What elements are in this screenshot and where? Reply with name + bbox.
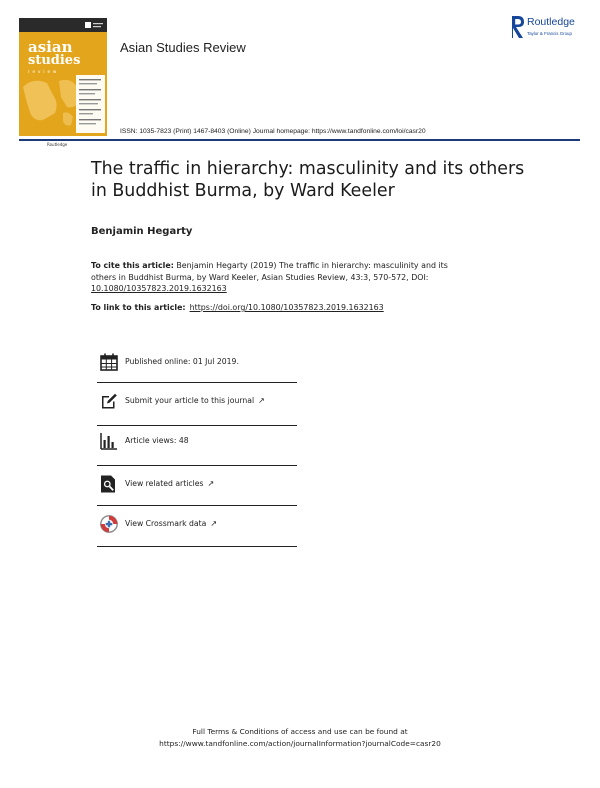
article-link-line xyxy=(91,303,384,312)
cover-top-strip xyxy=(19,18,107,32)
external-link-icon: ↗ xyxy=(207,479,215,488)
external-link-icon: ↗ xyxy=(258,396,265,405)
publisher-tagline: Taylor & Francis Group xyxy=(527,31,572,36)
cover-title-line-3: review xyxy=(28,69,60,74)
info-divider xyxy=(97,425,297,426)
article-title-line-2: in Buddhist Burma, by Ward Keeler xyxy=(91,181,395,201)
calendar-icon xyxy=(99,352,119,372)
citation-line-2: others in Buddhist Burma, by Ward Keeler, Asian Studies Review, 43:3, 570-572, DOI: xyxy=(91,272,429,282)
journal-homepage-link[interactable]: https://www.tandfonline.com/loi/casr20 xyxy=(311,128,426,135)
article-title xyxy=(91,158,531,202)
article-author: Benjamin Hegarty xyxy=(91,226,193,237)
cover-strip-emblem-icon xyxy=(19,19,107,33)
search-document-icon xyxy=(99,474,119,494)
info-divider xyxy=(97,465,297,466)
publisher-logo[interactable] xyxy=(510,14,590,44)
crossmark-icon xyxy=(99,514,119,534)
external-link-icon: ↗ xyxy=(210,519,218,528)
article-link-label: To link to this article: xyxy=(91,303,186,312)
bar-chart-icon xyxy=(99,431,119,451)
published-online-item xyxy=(97,352,297,372)
crossmark-item[interactable] xyxy=(97,514,297,534)
published-online-label: Published online: 01 Jul 2019. xyxy=(125,357,239,366)
citation-block xyxy=(91,260,471,295)
citation-doi-link[interactable]: 10.1080/10357823.2019.1632163 xyxy=(91,284,227,293)
footer-terms-link[interactable]: https://www.tandfonline.com/action/journalInformation?journalCode=casr20 xyxy=(159,739,441,748)
related-articles-item[interactable] xyxy=(97,474,297,494)
article-views-label: Article views: 48 xyxy=(125,436,189,445)
header-divider xyxy=(19,139,580,141)
cover-title-line-2: studies xyxy=(28,53,81,68)
submit-article-label: Submit your article to this journal xyxy=(125,396,255,405)
related-articles-label: View related articles xyxy=(125,479,204,488)
issn-homepage-line xyxy=(120,128,426,135)
info-divider xyxy=(97,505,297,506)
article-title-line-1: The traffic in hierarchy: masculinity and its others xyxy=(91,159,525,179)
cover-publisher-mark: Routledge xyxy=(47,142,68,147)
edit-icon xyxy=(99,391,119,411)
info-divider xyxy=(97,382,297,383)
info-divider xyxy=(97,546,297,547)
citation-line-1: Benjamin Hegarty (2019) The traffic in hierarchy: masculinity and its xyxy=(173,261,448,270)
cover-title-line-1: asian xyxy=(28,38,73,56)
routledge-r-logo-icon xyxy=(510,14,526,40)
issn-text: ISSN: 1035-7823 (Print) 1467-8403 (Online) Journal homepage: xyxy=(120,128,310,135)
cover-map-illustration-icon xyxy=(19,73,107,137)
crossmark-label: View Crossmark data xyxy=(125,519,207,528)
citation-label: To cite this article: xyxy=(91,261,174,270)
journal-cover-thumbnail[interactable] xyxy=(19,18,107,147)
submit-article-item[interactable] xyxy=(97,391,297,411)
publisher-name: Routledge xyxy=(527,16,575,28)
footer-terms-text: Full Terms & Conditions of access and use can be found at xyxy=(192,727,408,736)
journal-name: Asian Studies Review xyxy=(120,40,246,55)
article-link-url[interactable]: https://doi.org/10.1080/10357823.2019.1632163 xyxy=(189,303,384,312)
article-views-item xyxy=(97,431,297,451)
